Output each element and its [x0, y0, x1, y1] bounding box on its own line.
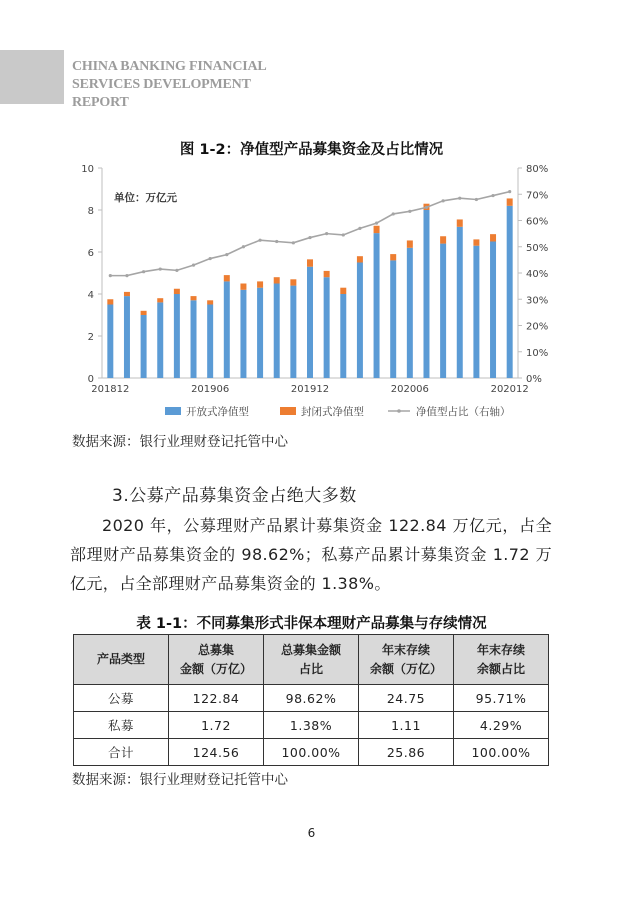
closed-net-value-bar: [457, 219, 463, 226]
left-axis-tick-label: 0: [87, 374, 94, 385]
closed-net-value-bar: [240, 284, 246, 290]
legend-ratio-marker: [397, 409, 401, 413]
right-axis-tick-label: 40%: [526, 269, 549, 280]
open-net-value-bar: [407, 248, 413, 378]
figure-title: 图 1-2：净值型产品募集资金及占比情况: [179, 142, 444, 158]
net-value-ratio-point: [342, 233, 345, 236]
section-paragraph: [70, 511, 552, 598]
header-product-type: 产品类型: [74, 635, 169, 685]
x-axis-tick-label: 202012: [490, 384, 529, 395]
net-value-ratio-point: [159, 267, 162, 270]
open-net-value-bar: [473, 246, 479, 378]
header-line: REPORT: [72, 95, 129, 110]
page-number: 6: [307, 826, 316, 840]
net-value-ratio-point: [358, 227, 361, 230]
legend-closed-swatch: [280, 407, 296, 415]
right-axis-tick-label: 80%: [526, 164, 549, 175]
left-axis-tick-label: 10: [81, 164, 94, 175]
net-value-ratio-point: [109, 274, 112, 277]
closed-net-value-bar: [340, 288, 346, 294]
header-total-raised-share: 总募集金额 占比: [264, 635, 359, 685]
table-cell: 公募: [74, 685, 169, 712]
x-axis-tick-label: 202006: [390, 384, 429, 395]
open-net-value-bar: [423, 210, 429, 378]
closed-net-value-bar: [324, 271, 330, 277]
legend-ratio-label: 净值型占比（右轴）: [416, 406, 511, 418]
header-line: CHINA BANKING FINANCIAL: [72, 59, 267, 74]
table-cell: 1.38%: [264, 712, 359, 739]
net-value-ratio-point: [375, 222, 378, 225]
table-cell: 124.56: [169, 739, 264, 766]
closed-net-value-bar: [290, 279, 296, 285]
closed-net-value-bar: [407, 240, 413, 247]
closed-net-value-bar: [507, 198, 513, 205]
net-value-ratio-point: [308, 236, 311, 239]
net-value-ratio-point: [442, 199, 445, 202]
header-line: SERVICES DEVELOPMENT: [72, 77, 251, 92]
net-value-ratio-point: [292, 241, 295, 244]
table-cell: 122.84: [169, 685, 264, 712]
table-source: 数据来源：银行业理财登记托管中心: [72, 772, 288, 788]
open-net-value-bar: [124, 296, 130, 378]
net-value-ratio-point: [175, 269, 178, 272]
left-axis-tick-label: 8: [87, 206, 94, 217]
closed-net-value-bar: [124, 292, 130, 296]
table-header-row: [74, 635, 549, 685]
net-value-ratio-point: [458, 197, 461, 200]
figure-source: 数据来源：银行业理财登记托管中心: [72, 434, 288, 450]
legend-open-label: 开放式净值型: [186, 406, 249, 418]
chart-unit-label: 单位：万亿元: [114, 192, 177, 204]
table-row: [74, 685, 549, 712]
open-net-value-bar: [224, 281, 230, 378]
table-cell: 24.75: [359, 685, 454, 712]
open-net-value-bar: [274, 284, 280, 379]
table-cell: 95.71%: [454, 685, 549, 712]
x-axis-tick-label: 201912: [290, 384, 330, 395]
header-year-end-balance-share: 年末存续 余额占比: [454, 635, 549, 685]
open-net-value-bar: [174, 294, 180, 378]
open-net-value-bar: [390, 260, 396, 378]
open-net-value-bar: [324, 277, 330, 378]
table-cell: 合计: [74, 739, 169, 766]
open-net-value-bar: [257, 288, 263, 378]
right-axis-tick-label: 20%: [526, 321, 549, 333]
left-axis-tick-label: 2: [87, 332, 94, 343]
right-axis-tick-label: 10%: [526, 347, 549, 359]
closed-net-value-bar: [207, 300, 213, 304]
open-net-value-bar: [157, 302, 163, 378]
table-cell: 1.72: [169, 712, 264, 739]
table-row: [74, 739, 549, 766]
open-net-value-bar: [374, 233, 380, 378]
open-net-value-bar: [191, 300, 197, 378]
header-year-end-balance: 年末存续 余额（万亿）: [359, 635, 454, 685]
open-net-value-bar: [307, 267, 313, 378]
table-cell: 98.62%: [264, 685, 359, 712]
net-value-ratio-point: [192, 264, 195, 267]
closed-net-value-bar: [224, 275, 230, 281]
table-cell: 100.00%: [454, 739, 549, 766]
right-axis-tick-label: 0%: [526, 374, 542, 385]
net-value-ratio-point: [125, 274, 128, 277]
closed-net-value-bar: [307, 259, 313, 266]
table-cell: 100.00%: [264, 739, 359, 766]
closed-net-value-bar: [440, 236, 446, 243]
net-value-ratio-point: [508, 190, 511, 193]
closed-net-value-bar: [374, 226, 380, 233]
net-value-ratio-point: [258, 239, 261, 242]
closed-net-value-bar: [257, 281, 263, 287]
closed-net-value-bar: [107, 299, 113, 304]
closed-net-value-bar: [174, 289, 180, 294]
right-axis-tick-label: 30%: [526, 295, 549, 307]
open-net-value-bar: [457, 227, 463, 378]
open-net-value-bar: [290, 286, 296, 378]
open-net-value-bar: [141, 315, 147, 378]
net-value-ratio-point: [475, 198, 478, 201]
report-header-title: [72, 58, 267, 112]
table-row: [74, 712, 549, 739]
closed-net-value-bar: [141, 311, 147, 315]
section-heading: 3.公募产品募集资金占绝大多数: [112, 486, 357, 506]
net-value-ratio-point: [392, 212, 395, 215]
table-cell: 1.11: [359, 712, 454, 739]
legend-open-swatch: [165, 407, 181, 415]
closed-net-value-bar: [390, 254, 396, 260]
right-axis-tick-label: 70%: [526, 190, 549, 202]
left-axis-tick-label: 4: [87, 290, 94, 301]
net-value-ratio-point: [491, 194, 494, 197]
closed-net-value-bar: [473, 239, 479, 245]
right-axis-tick-label: 50%: [526, 242, 549, 254]
table-title: 表 1-1：不同募集形式非保本理财产品募集与存续情况: [136, 616, 487, 632]
open-net-value-bar: [207, 305, 213, 379]
closed-net-value-bar: [357, 256, 363, 262]
open-net-value-bar: [240, 290, 246, 378]
open-net-value-bar: [507, 206, 513, 378]
net-value-ratio-point: [408, 210, 411, 213]
net-value-ratio-point: [275, 240, 278, 243]
x-axis-tick-label: 201906: [191, 384, 230, 395]
net-value-ratio-point: [142, 270, 145, 273]
table-cell: 私募: [74, 712, 169, 739]
header-gray-block: [0, 50, 64, 104]
net-value-ratio-point: [325, 232, 328, 235]
net-value-ratio-point: [225, 253, 228, 256]
closed-net-value-bar: [157, 298, 163, 302]
net-value-products-chart: [60, 158, 560, 430]
open-net-value-bar: [490, 242, 496, 379]
x-axis-tick-label: 201812: [91, 384, 130, 395]
table-cell: 25.86: [359, 739, 454, 766]
fundraising-table: [73, 634, 549, 766]
legend-closed-label: 封闭式净值型: [301, 406, 364, 418]
open-net-value-bar: [340, 294, 346, 378]
paragraph-text: 2020 年，公募理财产品累计募集资金 122.84 万亿元，占全部理财产品募集资金的 98.62%；私募产品累计募集资金 1.72 万亿元，占全部理财产品募集资金的 1.38%。: [70, 516, 552, 593]
right-axis-tick-label: 60%: [526, 216, 549, 228]
closed-net-value-bar: [274, 277, 280, 283]
net-value-ratio-point: [425, 206, 428, 209]
left-axis-tick-label: 6: [87, 248, 94, 259]
table-cell: 4.29%: [454, 712, 549, 739]
net-value-ratio-point: [209, 257, 212, 260]
net-value-ratio-point: [242, 245, 245, 248]
closed-net-value-bar: [490, 234, 496, 241]
open-net-value-bar: [107, 305, 113, 379]
closed-net-value-bar: [191, 296, 197, 300]
open-net-value-bar: [440, 244, 446, 378]
open-net-value-bar: [357, 263, 363, 379]
header-total-raised: 总募集 金额（万亿）: [169, 635, 264, 685]
